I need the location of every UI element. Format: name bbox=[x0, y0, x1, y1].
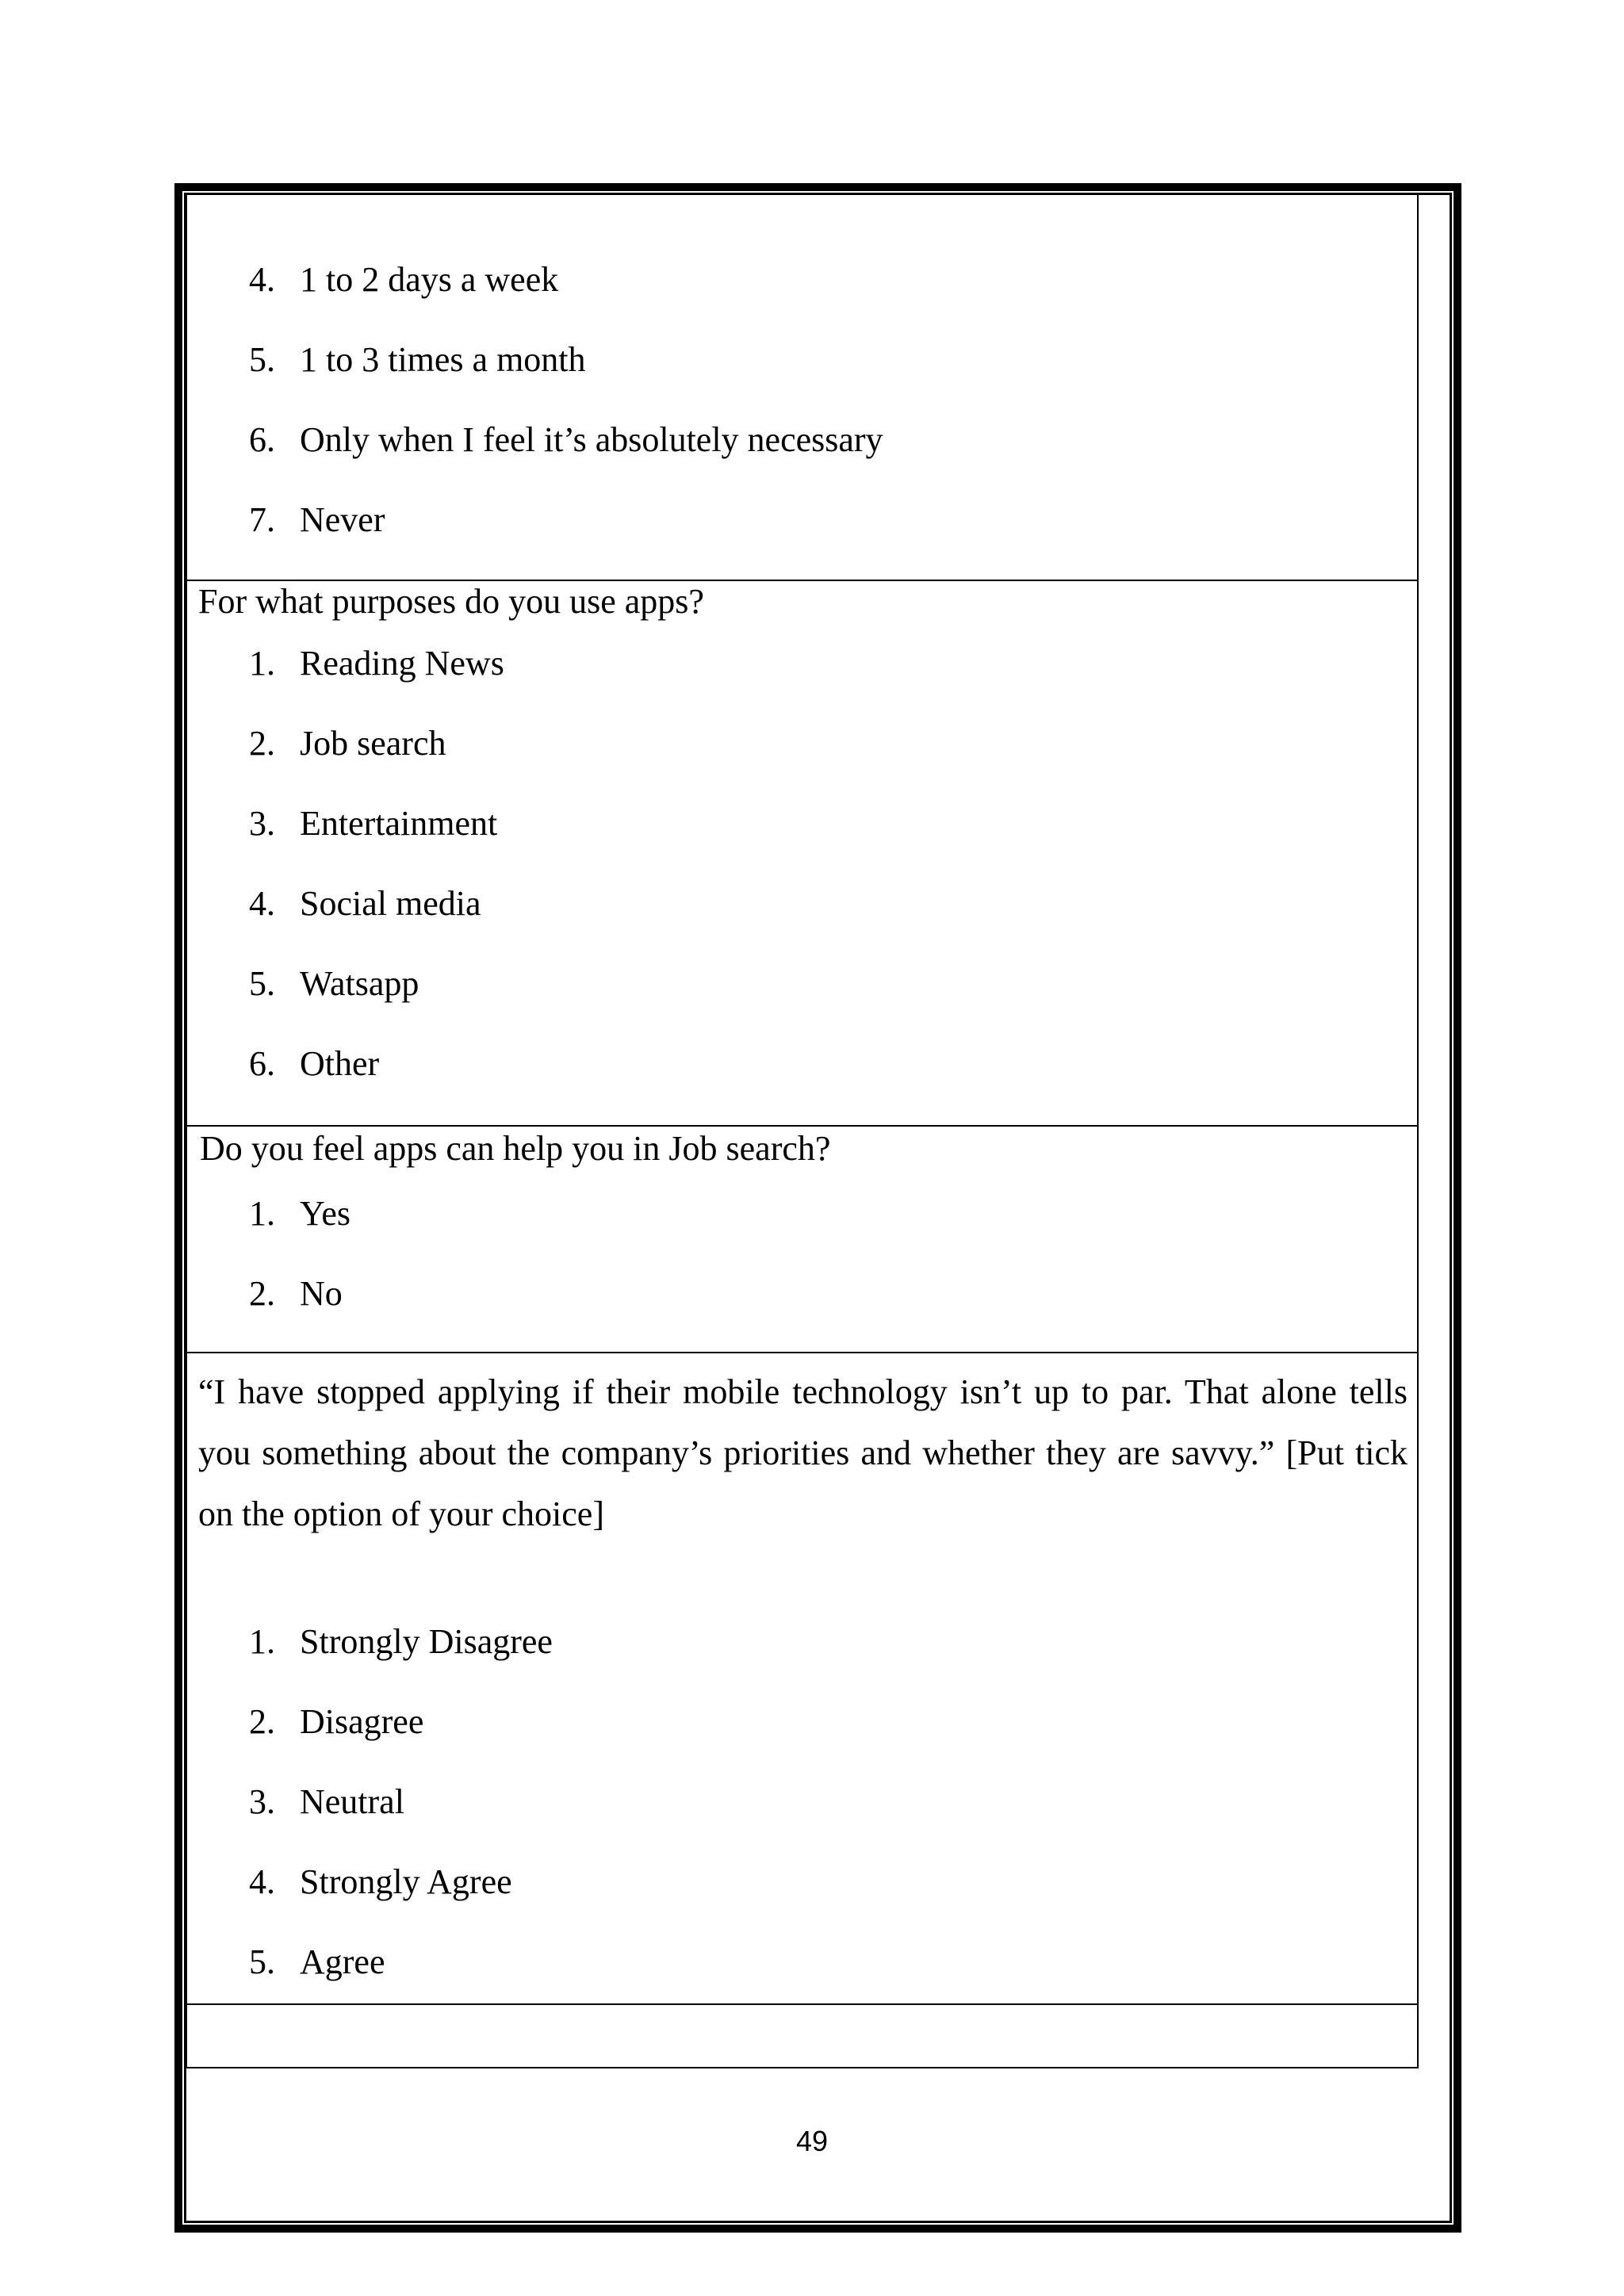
option-label: No bbox=[300, 1274, 343, 1313]
option-label: Never bbox=[300, 500, 385, 539]
option-number: 2. bbox=[249, 1702, 275, 1741]
option-label: Yes bbox=[300, 1194, 351, 1233]
questionnaire-table bbox=[186, 194, 1419, 2068]
option-number: 1. bbox=[249, 1194, 275, 1233]
option-number: 1. bbox=[249, 644, 275, 683]
option-number: 5. bbox=[249, 340, 275, 379]
option-label: Strongly Disagree bbox=[300, 1622, 553, 1661]
option-number: 3. bbox=[249, 804, 275, 843]
question-text: “I have stopped applying if their mobile technology isn’t up to par. That alone tells you something about the company’s priorities and whether they are savvy.” [Put tick on the option of your choice] bbox=[198, 1372, 1408, 1533]
option-number: 2. bbox=[249, 724, 275, 763]
option-number: 5. bbox=[249, 1942, 275, 1981]
option-label: Agree bbox=[300, 1942, 385, 1981]
option-label: Reading News bbox=[300, 644, 504, 683]
option-number: 4. bbox=[249, 1862, 275, 1901]
option-label: Disagree bbox=[300, 1702, 424, 1741]
option-label: Watsapp bbox=[300, 964, 419, 1003]
option-number: 7. bbox=[249, 500, 275, 539]
option-label: 1 to 2 days a week bbox=[300, 260, 559, 299]
option-label: 1 to 3 times a month bbox=[300, 340, 586, 379]
option-label: Only when I feel it’s absolutely necessary bbox=[300, 420, 883, 459]
option-label: Job search bbox=[300, 724, 446, 763]
question-frequency-continued bbox=[187, 194, 1417, 581]
page-number: 49 bbox=[795, 2125, 829, 2157]
option-number: 1. bbox=[249, 1622, 275, 1661]
option-number: 6. bbox=[249, 420, 275, 459]
option-number: 6. bbox=[249, 1044, 275, 1083]
option-label: Other bbox=[300, 1044, 380, 1083]
question-job-search-help bbox=[187, 1127, 1417, 1353]
option-number: 3. bbox=[249, 1782, 275, 1821]
question-text: Do you feel apps can help you in Job search? bbox=[200, 1129, 831, 1168]
question-mobile-technology-quote bbox=[187, 1353, 1417, 2005]
empty-table-row bbox=[187, 2005, 1417, 2068]
question-text: For what purposes do you use apps? bbox=[198, 582, 704, 621]
option-number: 4. bbox=[249, 884, 275, 923]
question-app-purposes bbox=[187, 581, 1417, 1127]
option-number: 2. bbox=[249, 1274, 275, 1313]
option-label: Neutral bbox=[300, 1782, 404, 1821]
option-label: Social media bbox=[300, 884, 481, 923]
option-label: Entertainment bbox=[300, 804, 498, 843]
option-number: 5. bbox=[249, 964, 275, 1003]
option-number: 4. bbox=[249, 260, 275, 299]
option-label: Strongly Agree bbox=[300, 1862, 512, 1901]
